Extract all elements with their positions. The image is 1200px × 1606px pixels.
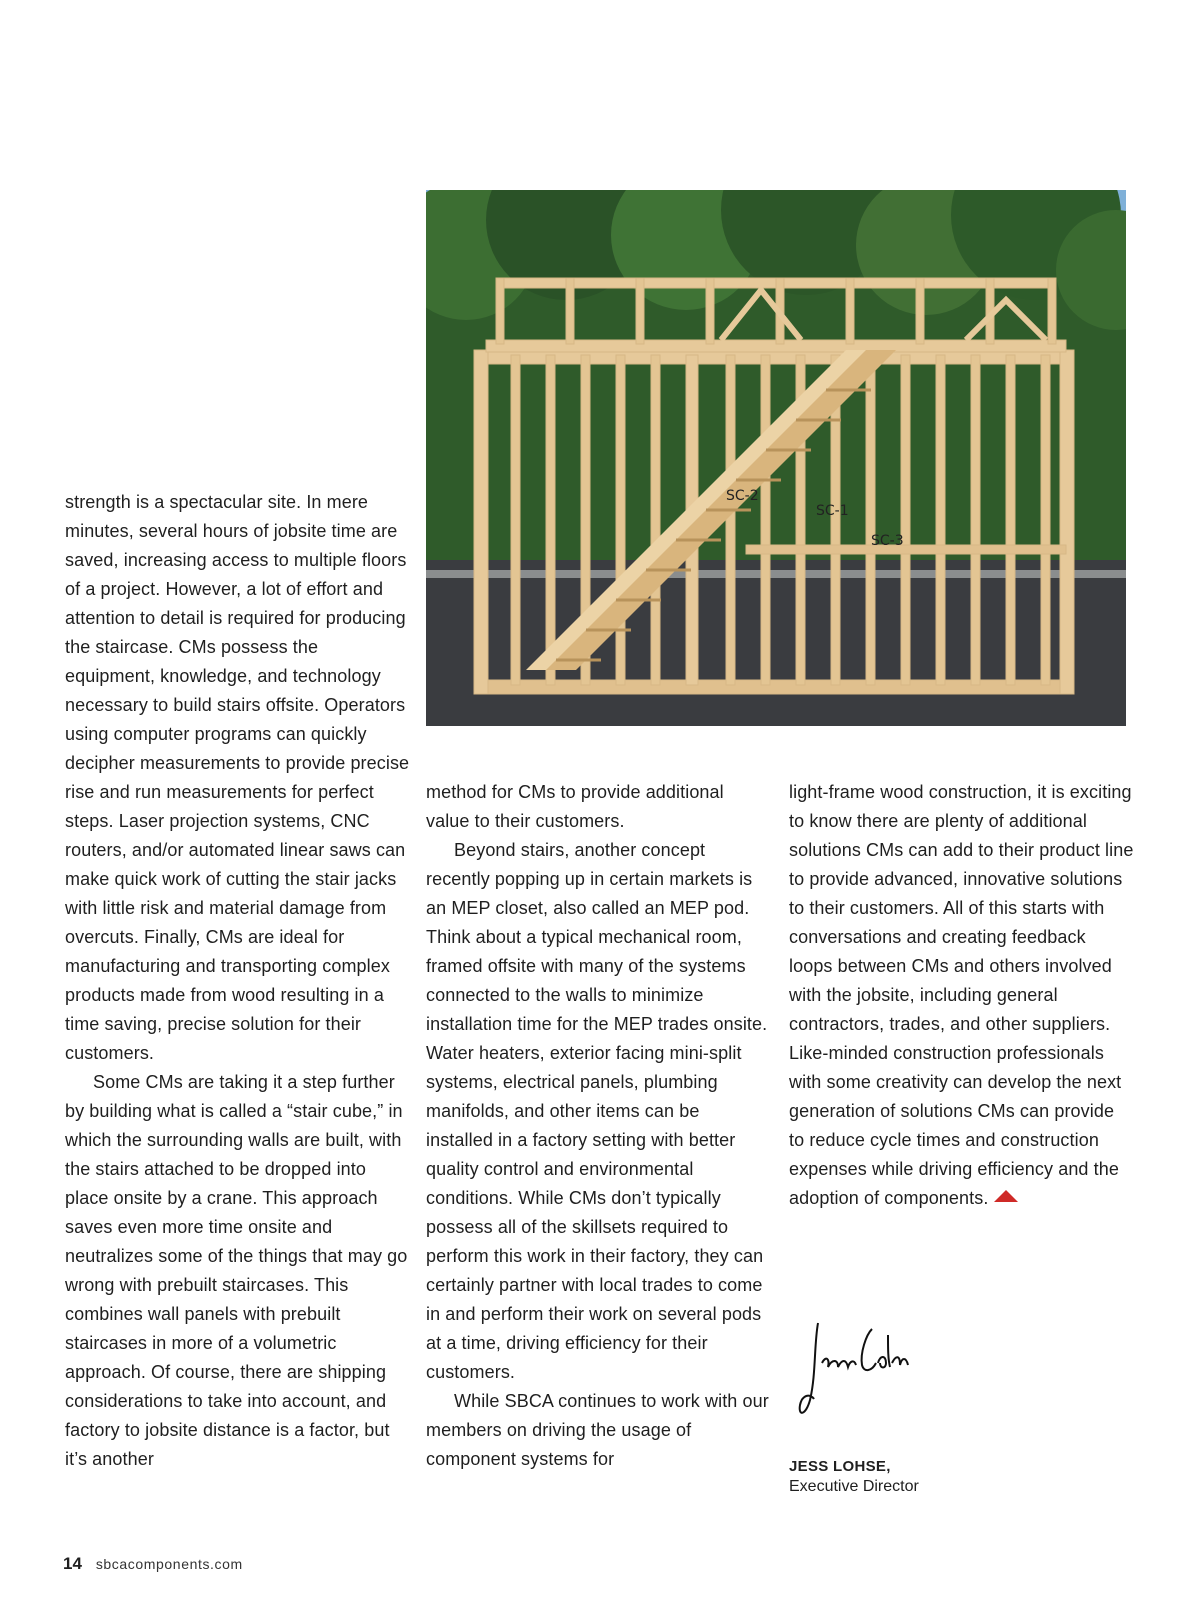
paragraph: While SBCA continues to work with our members on driving the usage of component systems for [426,1391,769,1469]
asphalt-lot [426,560,1126,726]
stair-cube-photo [426,190,1126,726]
paragraph: method for CMs to provide additional value to their customers. [426,782,724,831]
stair-label-3: SC-3 [871,533,904,549]
article-column-1 [65,488,410,1474]
stair-label-2: SC-1 [816,503,849,519]
article-column-2 [426,778,771,1474]
page-number: 14 [63,1554,82,1573]
article-column-3 [789,778,1134,1213]
curb [426,570,1126,578]
paragraph [789,778,1134,1213]
paragraph: Beyond stairs, another concept recently popping up in certain markets is an MEP closet, also called an MEP pod. Think about a typical mechanical room, framed offsite with many of the systems connected to the walls to minimize installation time for the MEP trades onsite. Water heaters, exterior facing mini-split systems, electrical panels, plumbing manifolds, and other items can be installed in a factory setting with better quality control and environmental conditions. While CMs don’t typically possess all of the skillsets required to perform this work in their factory, they can certainly partner with local trades to come in and perform their work on several pods at a time, driving efficiency for their customers. [426,840,768,1382]
end-of-article-triangle-icon [994,1190,1018,1202]
page-footer [63,1554,243,1574]
stair-cube-illustration [426,190,1126,726]
author-title: Executive Director [789,1478,919,1495]
handwritten-signature [796,1315,926,1435]
closing-paragraph-text: light-frame wood construction, it is exciting to know there are plenty of additional solutions CMs can add to their product line to provide advanced, innovative solutions to their customers. All of this starts with conversations and creating feedback loops between CMs and others involved with the jobsite, including general contractors, trades, and other suppliers. Like-minded construction professionals with some creativity can develop the next generation of solutions CMs can provide to reduce cycle times and construction expenses while driving efficiency and the adoption of components. [789,782,1134,1208]
stair-label-1: SC-2 [726,488,759,504]
tree-canopy [426,190,1126,560]
paragraph: Some CMs are taking it a step further by building what is called a “stair cube,” in which the surrounding walls are built, with the stairs attached to be dropped into place onsite by a crane. This approach saves even more time onsite and neutralizes some of the things that may go wrong with prebuilt staircases. This combines wall panels with prebuilt staircases in more of a volumetric approach. Of course, there are shipping considerations to take into account, and factory to jobsite distance is a factor, but it’s another [65,1072,408,1469]
paragraph: strength is a spectacular site. In mere minutes, several hours of jobsite time are saved, increasing access to multiple floors of a project. However, a lot of effort and attention to detail is required for producing the staircase. CMs possess the equipment, knowledge, and technology necessary to build stairs offsite. Operators using computer programs can quickly decipher measurements to provide precise rise and run measurements for perfect steps. Laser projection systems, CNC routers, and/or automated linear saws can make quick work of cutting the stair jacks with little risk and material damage from overcuts. Finally, CMs are ideal for manufacturing and transporting complex products made from wood resulting in a time saving, precise solution for their customers. [65,492,410,1063]
author-name: JESS LOHSE, [789,1458,891,1475]
website-url[interactable]: sbcacomponents.com [95,1556,243,1572]
